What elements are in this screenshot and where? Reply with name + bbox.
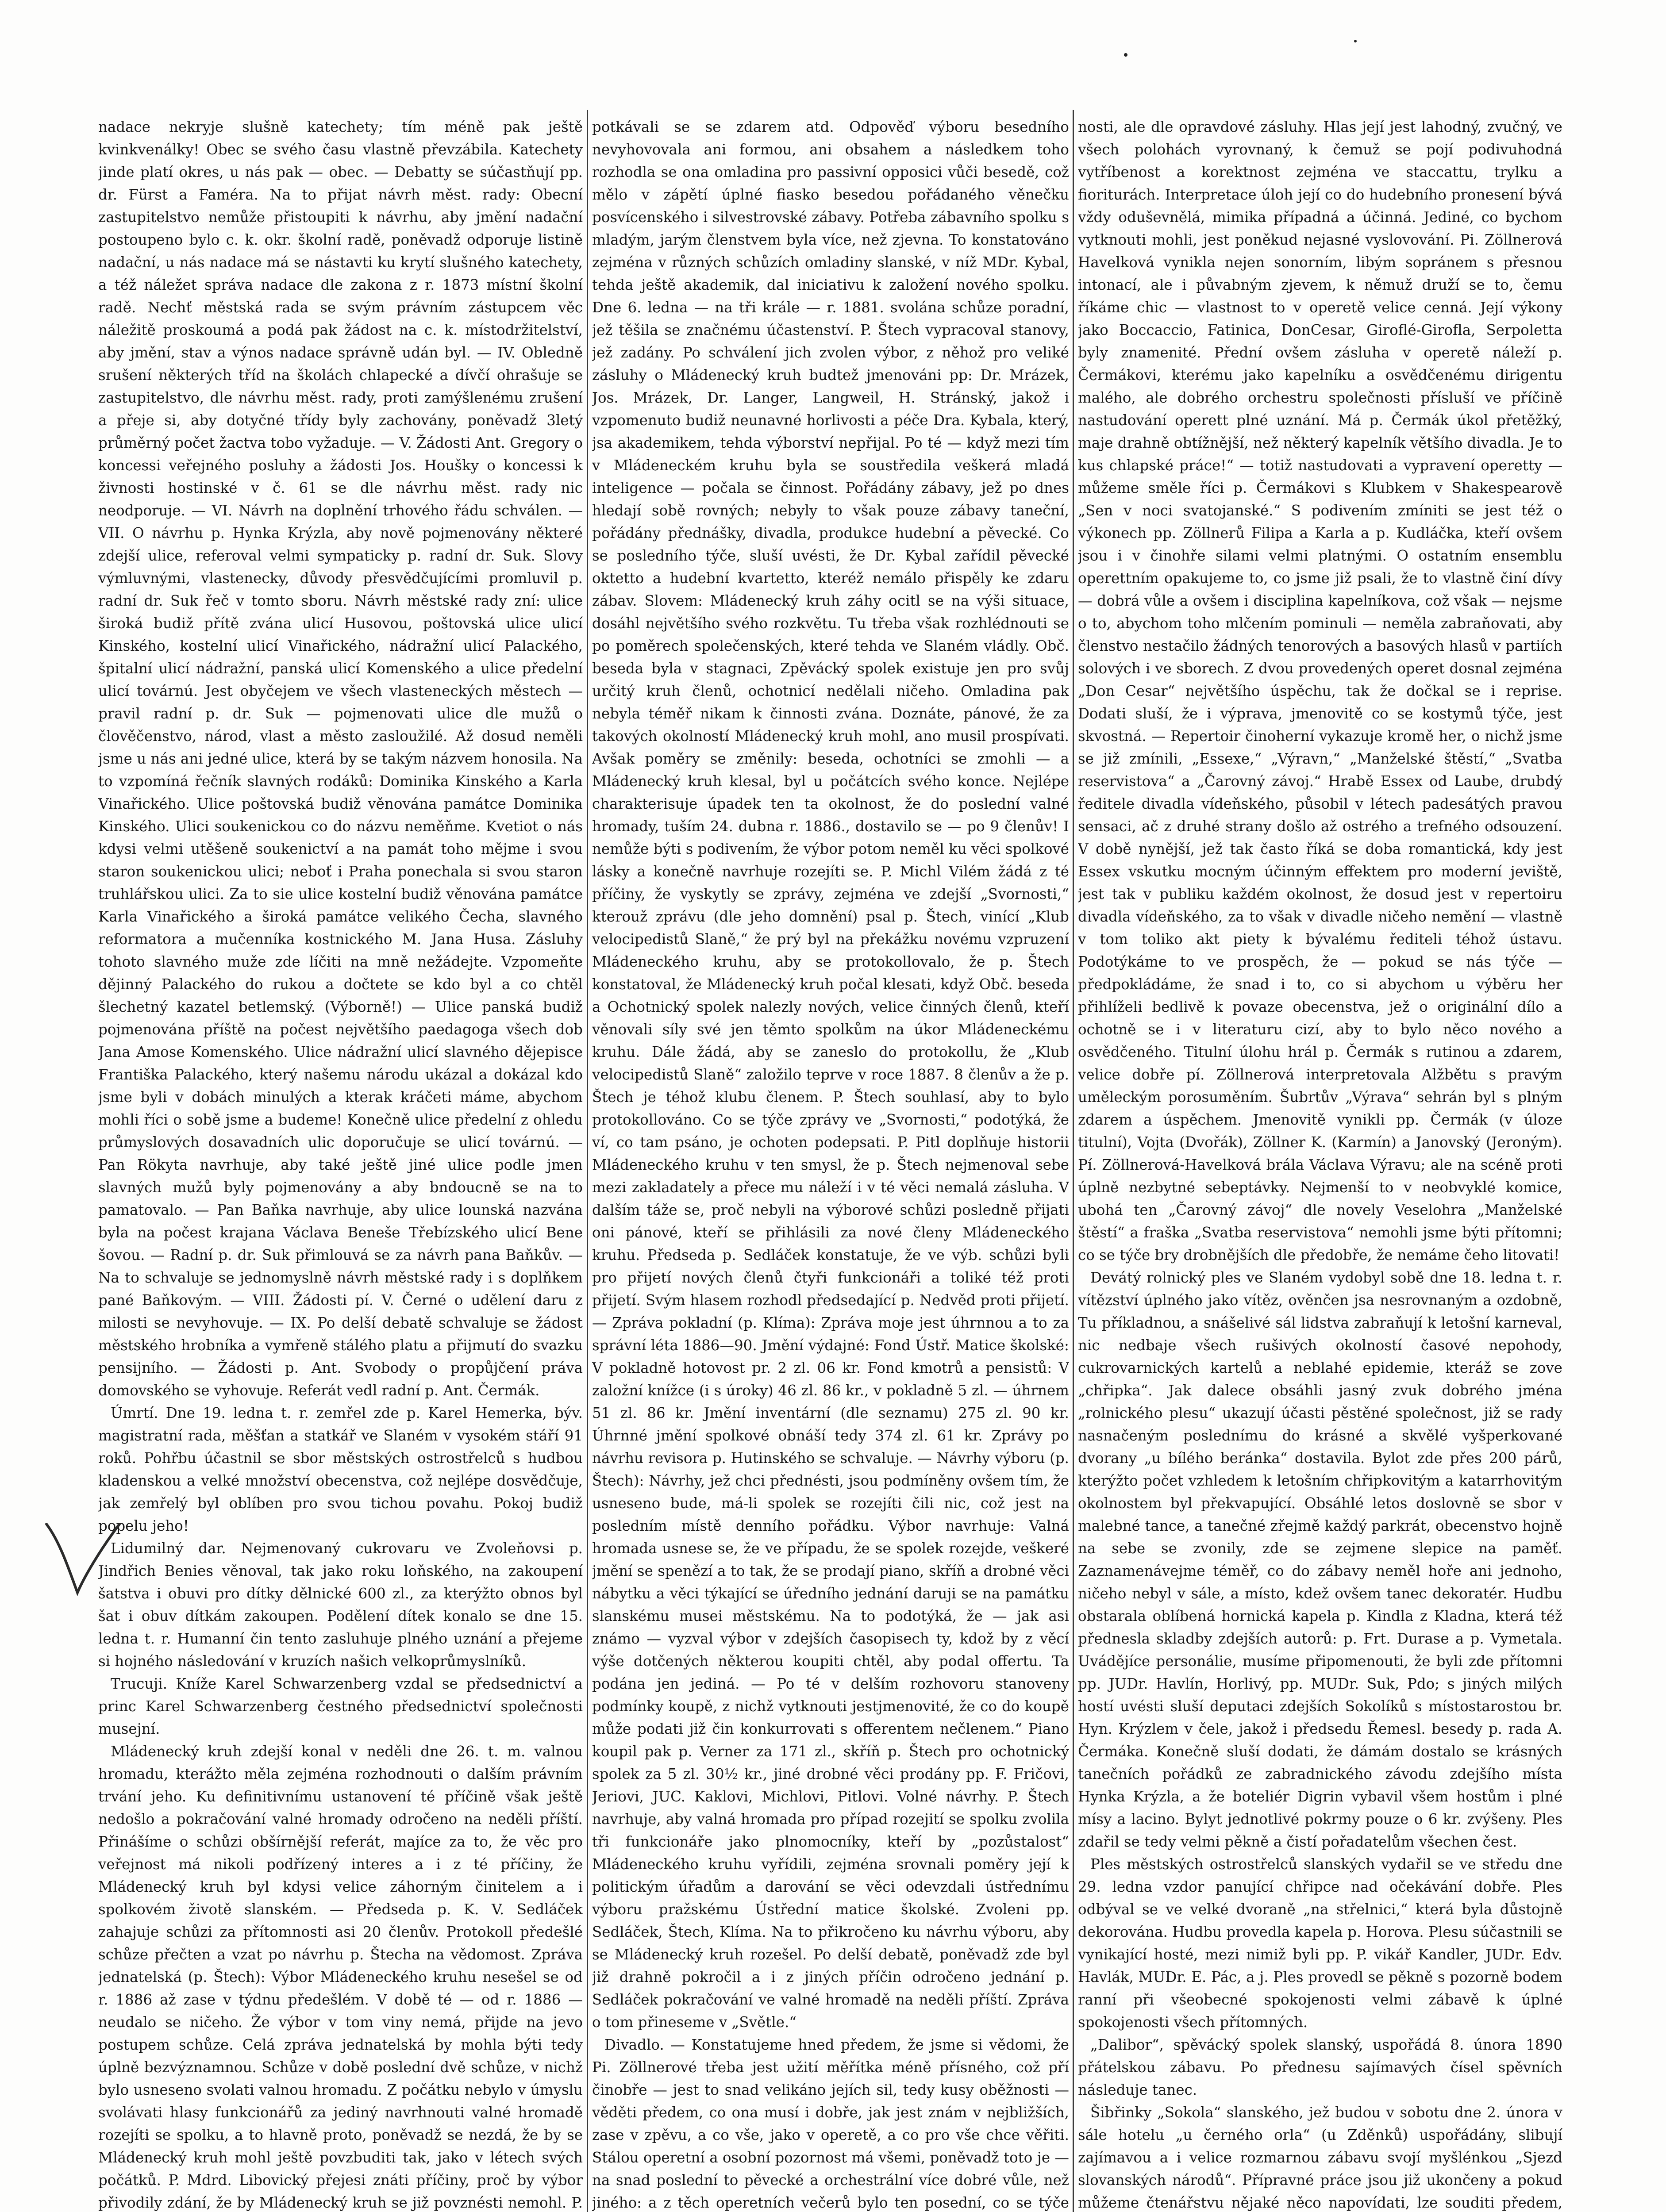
article-ples-ostrostrelcu: Ples městských ostrostřelců slanských vydařil se ve středu dne 29. ledna vzdor panující chřipce nad očekávání dobře. Ples odbýval se ve velké dvoraně „na střelnici,“ která byla důstojně dekorována. Hudbu provedla kapela p. Horova. Plesu súčastnili se vynikající hosté, mezi nimiž byli pp. P. vikář Kandler, JUDr. Edv. Havlák, MUDr. E. Pác, a j. Ples provedl se pěkně s pozorně bodem ranní při všeobecné spokojenosti velmi zábavě k úplné spokojenosti všech přítomných. xyxy=(1078,1856,1562,2031)
article-dalibor: „Dalibor“, spěvácký spolek slanský, uspořádá 8. února 1890 přátelskou zábavu. Po přednesu sajímavých čísel spěvních následuje tanec. xyxy=(1078,2036,1562,2098)
article-umrti: Úmrtí. Dne 19. ledna t. r. zemřel zde p. Karel Hemerka, býv. magistratní rada, měšťan a statkář ve Slaném v vysokém stáří 91 roků. Pohřbu účastnil se sbor městských ostrostřelců s hudbou kladenskou a velké množství obecenstva, což nejlépe dosvědčuje, jak zemřelý byl oblíben pro svou tichou povahu. Pokoj budiž popelu jeho! xyxy=(98,1405,583,1534)
column-rule xyxy=(1073,110,1074,2212)
column-3 xyxy=(1078,116,1562,2212)
article-divadlo: Divadlo. — Konstatujeme hned předem, že jsme si vědomi, že Pi. Zöllnerové třeba jest užití měřítka méně přísného, což pří činobře — jest to snad velikáno jejích sil, tedy kusy oběžnosti — věděti předem, co ona musí i dobře, jak jest znám v nejbližších, zase v zpěvu, a co vše, jako v operetě, a co pro vše chce věřiti. Stálou operetní a osobní pozornost má všemi, poněvadž toto je — na snad poslední to pěvecké a orchestrální více dobré vůle, než jiného: a z těch operetních večerů bylo ten posední, co se týče xyxy=(592,2036,1069,2211)
council-report-paragraph: nadace nekryje slušně katechety; tím méně pak ještě kvinkvenálky! Obec se svého času vlastně převzábila. Katechety jinde platí okres, u nás pak — obec. — Debatty se súčastňují pp. dr. Fürst a Faméra. Na to přijat návrh měst. rady: Obecní zastupitelstvo nemůže přistoupiti k návrhu, aby jmění nadační postoupeno bylo c. k. okr. školní radě, poněvadž odporuje listině nadační, u nás nadace má se nástavti ku krytí slušného katechety, a též náležet správa nadace dle zakona z r. 1873 místní školní radě. Nechť městská rada se svým právním zástupcem věc náležitě proskoumá a podá pak žádost na c. k. místodržitelství, aby jmění, stav a výnos nadace správně udán byl. — IV. Obledně srušení některých tříd na školách chlapecké a dívčí ohrašuje se zastupitelstvo, dle návrhu měst. rady, proti zamýšlenému zrušení a přeje si, aby dotyčné třídy byly zachovány, poněvadž 3letý průměrný počet žactva tobo vyžaduje. — V. Žádosti Ant. Gregory o koncessi veřejného posluhy a žádosti Jos. Houšky o koncessi k živnosti hostinské v č. 61 se dle návrhu měst. rady nic neodporuje. — VI. Návrh na doplnění trhového řádu schválen. — VII. O návrhu p. Hynka Krýzla, aby nově pojmenovány některé zdejší ulice, referoval velmi sympaticky p. radní dr. Suk. Slovy výmluvnými, vlastenecky, důvody přesvědčujícími promluvil p. radní dr. Suk řeč v tomto sboru. Návrh městské rady zní: ulice široká budiž přítě zvána ulicí Husovou, poštovská ulice ulicí Kinského, kostelní ulicí Vinařického, nádražní ulicí Palackého, špitalní ulicí nádražní, panská ulicí Komenského a ulice předelní ulicí továrnú. Jest obyčejem ve všech vlasteneckých městech — pravil radní p. dr. Suk — pojmenovati ulice dle mužů o člověčenstvo, národ, vlast a město zasloužilé. Až dosud neměli jsme u nás ani jedné ulice, která by se takým názvem honosila. Na to vzpomíná řečník slavných rodáků: Dominika Kinského a Karla Vinařického. Ulice poštovská budiž věnována památce Dominika Kinského. Ulici soukenickou co do názvu neměňme. Kvetiot o nás kdysi velmi utěšeně soukenictví a na památ toho mějme i svou staron soukenickou ulici; neboť i Praha ponechala si svou staron truhlářskou ulici. Za to sie ulice kostelní budiž věnována památce Karla Vinařického a široká památce velikého Čecha, slavného reformatora a mučenníka kostnického M. Jana Husa. Zásluhy tohoto slavného muže zde líčiti na mně nežádejte. Vzpomeňte dějinný Palackého do rukou a dočtete se kdo byl a co chtěl šlechetný kazatel betlemský. (Výborně!) — Ulice panská budiž pojmenována příště na počest největšího paedagoga všech dob Jana Amose Komenského. Ulice nádražní ulicí slavného dějepisce Františka Palackého, který našemu národu ukázal a dokázal kdo jsme byli v dobách minulých a kterak kráčeti máme, abychom mohli říci o sobě jsme a budeme! Konečně ulice předelní z ohledu průmyslových dosavadních ulic doporučuje se ulicí továrnú. — Pan Rökyta navrhuje, aby také ještě jiné ulice podle jmen slavných mužů byly pojmenovány a aby bndoucně se na to pamatovalo. — Pan Baňka navrhuje, aby ulice lounská nazvána byla na počest krajana Václava Beneše Třebízského ulicí Bene šovou. — Radní p. dr. Suk přimlouvá se za návrh pana Baňkův. — Na to schvaluje se jednomyslně návrh městské rady i s doplňkem pané Baňkovým. — VIII. Žádosti pí. V. Černé o udělení daru z milosti se nevyhovuje. — IX. Po delší debatě schvaluje se žádost městského hrobníka a vymřeně stálého platu a přijmutí do svazku pensijního. — Žádosti p. Ant. Svobody o propůjčení práva domovského se vyhovuje. Referát vedl radní p. Ant. Čermák. xyxy=(98,119,583,1399)
article-divadlo-continued: nosti, ale dle opravdové zásluhy. Hlas její jest lahodný, zvučný, ve všech polohách vyrovnaný, k čemuž se pojí podivuhodná vytříbenost a korektnost zejména ve staccattu, trylku a fioriturách. Interpretace úloh její co do hudebního pronesení bývá vždy oduševnělá, mimika případná a účinná. Jediné, co bychom vytknouti mohli, jest poněkud nejasné vyslovování. Pi. Zöllnerová Havelková vynikla nejen sonorním, libým sopránem s přesnou intonací, ale i půvabným zjevem, k němuž druží se to, čemu říkáme chic — vlastnost to v operetě velice cenná. Její výkony jako Boccaccio, Fatinica, DonCesar, Giroflé-Girofla, Serpoletta byly znamenité. Přední ovšem zásluha v operetě náleží p. Čermákovi, kterému jako kapelníku a osvědčenému dirigentu malého, ale dobrého orchestru společnosti přísluší ve příčině nastudování operett plné uznání. Má p. Čermák úkol přetěžký, maje drahně obtížnější, než některý kapelník většího divadla. Je to kus chlapské práce!“ — totiž nastudovati a vypravení operetty — můžeme směle říci p. Čermákovi s Klubkem v Shakespearově „Sen v noci svatojanské.“ S podivením zmíniti se jest též o výkonech pp. Zöllnerů Filipa a Karla a p. Kudláčka, kteří ovšem jsou i v činohře silami velmi platnými. O ostatním ensemblu operettním opakujeme to, co jsme již psali, že to vlastně činí dívy — dobrá vůle a ovšem i disciplina kapelníkova, což však — nejsme o to, abychom toho mlčením pominuli — neměla zabraňovati, aby členstvo nestačilo žádných tenorových a basových hlasů v partiích solových i ve sborech. Z dvou provedených operet dosnal zejména „Don Cesar“ největšího úspěchu, tak že dočkal se i reprise. Dodati sluší, že i výprava, jmenovitě co se kostymů týče, jest skvostná. — Repertoir činoherní vykazuje kromě her, o nichž jsme se již zmínili, „Essexe,“ „Výravn,“ „Manželské štěstí,“ „Svatba reservistova“ a „Čarovný závoj.“ Hrabě Essex od Laube, drubdý ředitele divadla vídeňského, působil v létech padesátých pravou sensaci, ač z druhé strany došlo až ostrého a trefného odsouzení. V době nynější, jež tak často říká se doba romantická, kdy jest Essex vskutku mocným účinným effektem pro moderní jeviště, jest tak v publiku každém okolnost, že dosud jest v repertoiru divadla vídeňského, za to však v divadle ničeho nemění — vlastně v tom toliko akt piety k bývalému řediteli téhož ústavu. Podotýkáme to ve prospěch, že — pokud se nás týče — předpokládáme, že snad i to, co si abychom u výběru her přihlíželi bedlivě k povaze obecenstva, jež o originální dílo a ochotně se i v literaturu cizí, aby to bylo něco nového a osvědčeného. Titulní úlohu hrál p. Čermák s rutinou a zdarem, velice dobře pí. Zöllnerová interpretovala Alžbětu s pravým uměleckým porosuměním. Šubrtův „Výrava“ sehrán byl s plným zdarem a úspěchem. Jmenovitě vynikli pp. Čermák (v úloze titulní), Vojta (Dvořák), Zöllner K. (Karmín) a Janovský (Jeroným). Pí. Zöllnerová-Havelková brála Václava Výravu; ale na scéně proti úplně nezbytné sebeptávky. Nejmenší to v neobvyklé komice, ubohá ten „Čarovný závoj“ dle novely Veselohra „Manželské štěstí“ a fraška „Svatba reservistova“ nemohli jsme býti přítomni; co se týče bry drobnějších dle předobře, že nemáme čeho litovati! xyxy=(1078,119,1562,1263)
article-trucuji: Trucuji. Kníže Karel Schwarzenberg vzdal se předsednictví a princ Karel Schwarzenberg čestného předsednictví společnosti musejní. xyxy=(98,1675,583,1737)
print-speck xyxy=(1124,53,1127,57)
article-mladenecky-kruh-continued: potkávali se se zdarem atd. Odpověď výboru besedního nevyhovovala ani formou, ani obsahem a následkem toho rozhodla se ona omladina pro passivní opposici vůči besedě, což mělo v zápětí úplné fiasko besedou pořádaného věnečku posvícenského i silvestrovské zábavy. Potřeba zábavního spolku s mladým, jarým členstvem byla více, než zjevna. To konstatováno zejména v různých schůzích omladiny slanské, v níž MDr. Kybal, tehda ještě akademik, dal iniciativu k založení nového spolku. Dne 6. ledna — na tři krále — r. 1881. svolána schůze poradní, jež těšila se značnému účastenství. P. Štech vypracoval stanovy, jež zadány. Po schválení jich zvolen výbor, z něhož pro veliké zásluhy o Mládenecký kruh budtež jmenováni pp: Dr. Mrázek, Jos. Mrázek, Dr. Langer, Langweil, H. Stránský, jakož i vzpomenuto budiž neunavné horlivosti a péče Dra. Kybala, který, jsa akademikem, tehda výborství nepřijal. Po té — když mezi tím v Mládeneckém kruhu byla se soustředila veškerá mladá inteligence — počala se činnost. Pořádány zábavy, jež po dnes hledají sobě rovných; nebyly to však pouze zábavy taneční, pořádány přednášky, divadla, produkce hudební a pěvecké. Co se posledního týče, sluší uvésti, že Dr. Kybal zařídil pěvecké oktetto a hudební kvartetto, kteréž nemálo přispěly ke zdaru zábav. Slovem: Mládenecký kruh záhy ocitl se na výši situace, dosáhl největšího svého rozkvětu. Tu třeba však rozhlédnouti se po poměrech společenských, které tehda ve Slaném vládly. Obč. beseda byla v stagnaci, Zpěvácký spolek existuje jen pro svůj určitý kruh členů, ochotnicí nedělali ničeho. Omladina pak nebyla téměř nikam k činnosti zvána. Doznáte, pánové, že za takových okolností Mládenecký kruh mohl, ano musil prospívati. Avšak poměry se změnily: beseda, ochotníci se zmohli — a Mládenecký kruh klesal, byl u počátcích svého konce. Nejlépe charakterisuje úpadek ten ta okolnost, že do poslední valné hromady, tuším 24. dubna r. 1886., dostavilo se — po 9 členův! I nemůže býti s podivením, že výbor potom neměl ku věci spolkové lásky a konečně navrhuje rozejíti se. P. Michl Vilém žádá z té příčiny, že vyskytly se zprávy, zejména ve zdejší „Svornosti,“ kterouž zprávu (dle jeho domnění) psal p. Štech, vinící „Klub velocipedistů Slaně,“ že prý byl na překážku novému vzpruzení Mládeneckého kruhu, aby se protokollovalo, že p. Štech konstatoval, že Mládenecký kruh počal klesati, když Obč. beseda a Ochotnický spolek nalezly nových, velice činných členů, kteří věnovali síly své jen těmto spolkům na úkor Mládeneckému kruhu. Dále žádá, aby se zaneslo do protokollu, že „Klub velocipedistů Slaně“ založilo teprve v roce 1887. 8 členův a že p. Štech je téhož klubu členem. P. Štech souhlasí, aby to bylo protokollováno. Co se týče zprávy ve „Svornosti,“ podotýká, že ví, co tam psáno, je ochoten podepsati. P. Pitl doplňuje historii Mládeneckého kruhu v ten smysl, že p. Štech nejmenoval sebe mezi zakladately a přece mu náleží i v té věci nemalá zásluha. V dalším táže se, proč nebyli na výborové schůzi posledně přijati oni pánové, kteří se přihlásili za nové členy Mládeneckého kruhu. Předseda p. Sedláček konstatuje, že ve výb. schůzi byli pro přijetí nových členů čtyři funkcionáři a toliké též proti přijetí. Svým hlasem rozhodl předsedající p. Nedvěd proti přijetí. — Zpráva pokladní (p. Klíma): Zpráva moje jest úhrnnou a to za správní léta 1886—90. Jmění výdajné: Fond Ústř. Matice školské: V pokladně hotovost pr. 2 zl. 06 kr. Fond kmotrů a pensistů: V založní knížce (i s úroky) 46 zl. 86 kr., v pokladně 5 zl. — úhrnem 51 zl. 86 kr. Jmění inventární (dle seznamu) 275 zl. 90 kr. Úhrnné jmění spolkové obnáší tedy 374 zl. 61 kr. Zprávy po návrhu revisora p. Hutinského se schvaluje. — Návrhy výboru (p. Štech): Návrhy, jež chci přednésti, jsou podmíněny ovšem tím, že usneseno bude, má-li spolek se rozejíti čili nic, což jest na posledním místě denního pořádku. Výbor navrhuje: Valná hromada usnese se, že ve případu, že se spolek rozejde, veškeré jmění se spenězí a to tak, že se prodají piano, skříň a drobné věci nábytku a věci týkající se úředního jednání daruji se na památku slanskému musei městskému. Na to podotýká, že — jak asi známo — vyzval výbor v zdejších časopisech ty, kdož by z věcí výše dotčených některou koupiti chtěl, aby podal offertu. Ta podána jen jediná. — Po té v delším rozhovoru stanoveny podmínky koupě, z nichž vytknouti jestjmenovité, že co do koupě může podati již čin konkurrovati s offerentem nečlenem.“ Piano koupil pak p. Verner za 171 zl., skříň p. Štech pro ochotnický spolek za 5 zl. 30½ kr., jiné drobné věci prodány pp. F. Fričovi, Jeriovi, JUC. Kaklovi, Michlovi, Pitlovi. Volné návrhy. P. Štech navrhuje, aby valná hromada pro případ rozejití se spolku zvolila tři funkcionáře jako plnomocníky, kteří by „pozůstalost“ Mládeneckého kruhu vyřídili, zejména srovnali poměry její k politickým úřadům a darování se věci odevzdali ústřednímu výboru pražskému Ústřední matice školské. Zvoleni pp. Sedláček, Štech, Klíma. Na to přikročeno ku návrhu výboru, aby se Mládenecký kruh rozešel. Po delší debatě, poněvadž zde byl již drahně pokročil a i z jiných příčin odročeno jednání p. Sedláček pokračování ve valné hromadě na neděli příští. Zpráva o tom přineseme v „Světle.“ xyxy=(592,119,1069,2031)
print-speck xyxy=(1354,40,1357,42)
article-mladenecky-kruh: Mládenecký kruh zdejší konal v neděli dne 26. t. m. valnou hromadu, kterážto měla zejména rozhodnouti o dalším právním trvání jeho. Ku definitivnímu ustanovení té příčině však ještě nedošlo a pokračování valné hromady odročeno na neděli příští. Přinášíme o schůzi obšírnější referát, majíce za to, že věc pro veřejnost má nikoli podřízený interes a i z té příčiny, že Mládenecký kruh byl kdysi velice záhorným činitelem a i spolkovém životě slanském. — Předseda p. K. V. Sedláček zahajuje schůzi za přítomnosti asi 20 členův. Protokoll předešlé schůze přečten a vzat po návrhu p. Štecha na vědomost. Zpráva jednatelská (p. Štech): Výbor Mládeneckého kruhu nesešel se od r. 1886 až zase v týdnu předešlém. V době té — od r. 1886 — neudalo se ničeho. Že výbor v tom viny nemá, přijde na jevo postupem schůze. Celá zpráva jednatelská by mohla býti tedy úplně bezvýznamnou. Schůze v době poslední dvě schůze, v nichž bylo usneseno svolati valnou hromadu. Z počátku nebylo v úmyslu svolávati hlasy funkcionářů za jediný navrhnouti valné hromadě rozejíti se spolku, a to hlavně proto, poněvadž se nezdá, že by se Mládenecký kruh mohl ještě povzbuditi tak, jako v létech svých počátků. P. Mdrd. Libovický přejesi znáti příčiny, proč by výbor přivodily zdání, že by Mládenecký kruh se již povznésti nemohl. P. xyxy=(98,1743,583,2211)
article-sibrinky-sokola: Šibřinky „Sokola“ slanského, jež budou v sobotu dne 2. února v sále hotelu „u černého orla“ (u Zděnků) uspořádány, slibují zajímavou a i velice rozmarnou zábavu svojí myšlénkou „Sjezd slovanských národů“. Přípravné práce jsou již ukončeny a pokud můžeme čtenářstvu nějaké něco napovídati, lze souditi předem, xyxy=(1078,2104,1562,2211)
column-2 xyxy=(592,116,1069,2212)
column-rule xyxy=(587,110,588,2212)
pen-mark-annotation xyxy=(42,1515,122,1599)
column-1 xyxy=(98,116,583,2212)
article-rolnicky-ples: Devátý rolnický ples ve Slaném vydobyl sobě dne 18. ledna t. r. vítězství úplného jako vítěz, ověnčen jsa nesrovnaným a ozdobně, Tu příkladnou, a snášelivé sál lidstva zabraňují k letošní karneval, nic nedbaje všech rušivých okolností časové nepohody, cukrovarnických kartelů a neblahé epidemie, kteráž se zove „chřipka“. Jak dalece obsáhli jasný zvuk dobrého jména „rolnického plesu“ ukazují účasti pěstěné společnost, již se rady nasnačeným poslednímu do krásné a skvělé vyšperkované dvorany „u bílého beránka“ dostavila. Bylot zde přes 200 párů, kterýžto počet vzhledem k letošním chřipkovitým a katarrhovitým okolnostem byl překvapující. Obsáhlé letos doslovně se sbor v malebné tance, a tanečné zřejmě každý parkrát, obecenstvo hojně na sebe se zvonily, zde se zejmene slepice na paměť. Zaznamenávejme téměř, co do zábavy neměl hoře ani jednoho, ničeho nebyl v sále, a místo, kdež ovšem tanec dekoratér. Hudbu obstarala oblíbená hornická kapela p. Kindla z Kladna, která též přednesla skladby zdejších autorů: p. Frt. Durase a p. Vymetala. Uvádějíce personálie, musíme připomenouti, že byli zde přítomni pp. JUDr. Havlín, Horlivý, pp. MUDr. Suk, Pdo; s jiných milých hostí uvésti sluší deputaci zdejších Sokolíků s místostarostou br. Hyn. Krýzlem v čele, jakož i předsedu Řemesl. besedy p. rada A. Čermáka. Konečně sluší dodati, že dámám dostalo se krásných tanečních pořádků ze zabradnického závodu zdejšího místa Hynka Krýzla, a že boteliér Digrin vybavil všem hostům i plné mísy a lacino. Bylyt jednotlivé pokrmy pouze o 6 kr. zvýšeny. Ples zdařil se tedy velmi pěkně a čistí pořadatelům všechen čest. xyxy=(1078,1269,1562,1850)
article-lidumilny-dar: Lidumilný dar. Nejmenovaný cukrovaru ve Zvoleňovsi p. Jindřich Benies věnoval, tak jako roku loňského, na zakoupení šatstva i obuvi pro dítky dělnické 600 zl., za kterýžto obnos byl šat i obuv dítkám zakoupen. Podělení dítek konalo se dne 15. ledna t. r. Humanní čin tento zasluhuje plného uznání a přejeme si hojného následování v kruzích našich velkoprůmyslníků. xyxy=(98,1540,583,1670)
